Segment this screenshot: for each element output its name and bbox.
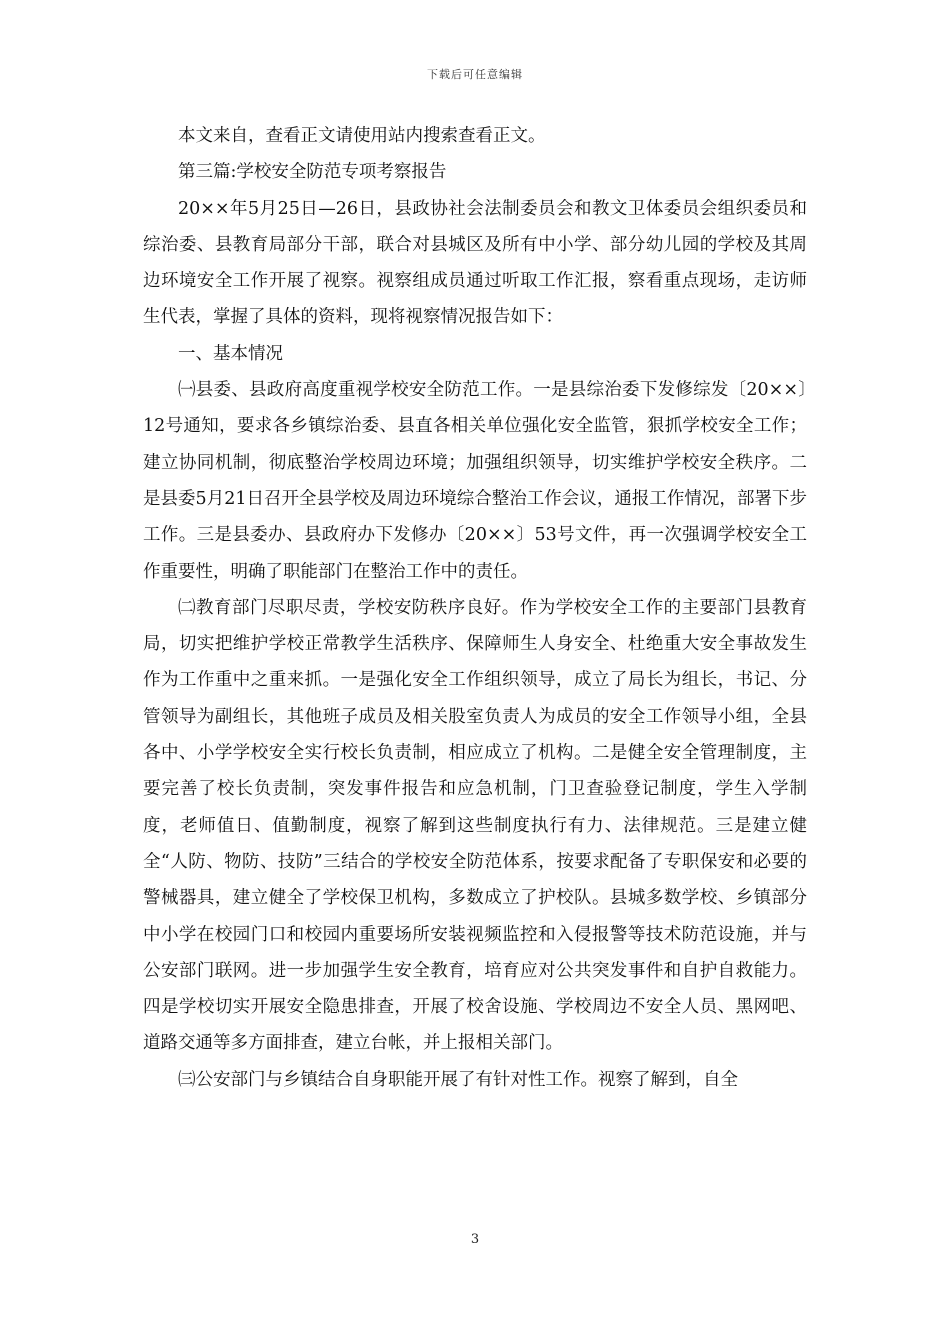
paragraph-item-2: ㈡教育部门尽职尽责，学校安防秩序良好。作为学校安全工作的主要部门县教育局，切实把维护学校正常教学生活秩序、保障师生人身安全、杜绝重大安全事故发生作为工作重中之重来抓。一是强化安全工作组织领导，成立了局长为组长，书记、分管领导为副组长，其他班子成员及相关股室负责人为成员的安全工作领导小组，全县各中、小学学校安全实行校长负责制，相应成立了机构。二是健全安全管理制度，主要完善了校长负责制，突发事件报告和应急机制，门卫查验登记制度，学生入学制度，老师值日、值勤制度，视察了解到这些制度执行有力、法律规范。三是建立健全“人防、物防、技防”三结合的学校安全防范体系，按要求配备了专职保安和必要的警械器具，建立健全了学校保卫机构，多数成立了护校队。县城多数学校、乡镇部分中小学在校园门口和校园内重要场所安装视频监控和入侵报警等技术防范设施，并与公安部门联网。进一步加强学生安全教育，培育应对公共突发事件和自护自救能力。四是学校切实开展安全隐患排查，开展了校舍设施、学校周边不安全人员、黑网吧、道路交通等多方面排查，建立台帐，并上报相关部门。 bbox=[143, 597, 807, 1054]
paragraph-section-title: 第三篇:学校安全防范专项考察报告 bbox=[178, 162, 447, 183]
paragraph-item-1: ㈠县委、县政府高度重视学校安全防范工作。一是县综治委下发修综发〔20××〕12号通知，要求各乡镇综治委、县直各相关单位强化安全监管，狠抓学校安全工作；建立协同机制，彻底整治学校周边环境；加强组织领导，切实维护学校安全秩序。二是县委5月21日召开全县学校及周边环境综合整治工作会议，通报工作情况，部署下步工作。三是县委办、县政府办下发修办〔20××〕53号文件，再一次强调学校安全工作重要性，明确了职能部门在整治工作中的责任。 bbox=[143, 380, 807, 582]
paragraph-item-3: ㈢公安部门与乡镇结合自身职能开展了有针对性工作。视察了解到，自全 bbox=[178, 1069, 738, 1090]
page-header: 下载后可任意编辑 bbox=[427, 68, 523, 81]
page-number: 3 bbox=[470, 1232, 480, 1247]
paragraph-heading-basic: 一、基本情况 bbox=[178, 343, 283, 364]
paragraph-intro: 20××年5月25日—26日，县政协社会法制委员会和教文卫体委员会组织委员和综治委、县教育局部分干部，联合对县城区及所有中小学、部分幼儿园的学校及其周边环境安全工作开展了视察。视察组成员通过听取工作汇报，察看重点现场，走访师生代表，掌握了具体的资料，现将视察情况报告如下： bbox=[143, 198, 807, 328]
paragraph-source-note: 本文来自，查看正文请使用站内搜索查看正文。 bbox=[178, 126, 546, 146]
document-body bbox=[143, 118, 807, 1098]
